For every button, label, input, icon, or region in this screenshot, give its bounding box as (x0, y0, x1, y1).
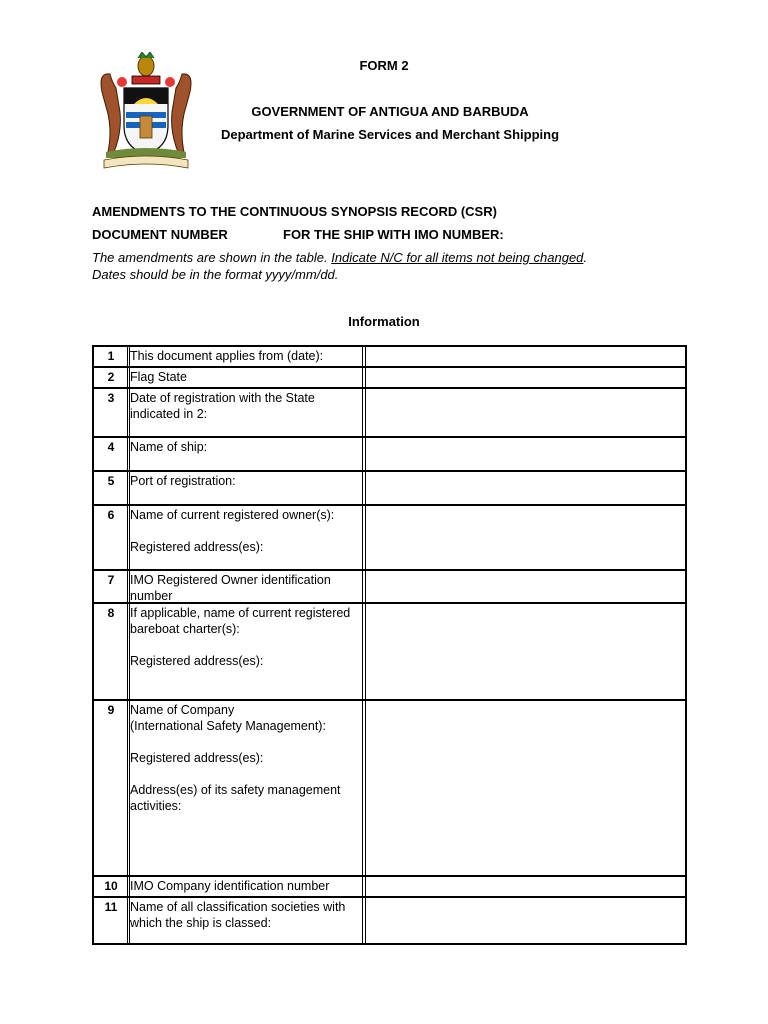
table-row (94, 368, 685, 389)
instructions-underlined: Indicate N/C for all items not being changed (331, 250, 584, 265)
information-table (92, 345, 687, 945)
row-number: 8 (107, 606, 115, 620)
department-title: Department of Marine Services and Merchant Shipping (220, 127, 560, 142)
row-number: 4 (107, 440, 115, 454)
row-label: If applicable, name of current registered bareboat charter(s): Registered address(es): (130, 606, 351, 668)
row-number: 11 (104, 900, 118, 914)
table-row (94, 701, 685, 877)
table-row (94, 506, 685, 571)
imo-number-label: FOR THE SHIP WITH IMO NUMBER: (283, 227, 504, 242)
instructions-line-1 (92, 250, 587, 265)
row-label: Name of all classification societies with which the ship is classed: (130, 900, 346, 930)
row-label: Port of registration: (130, 474, 236, 488)
row-label: Name of ship: (130, 440, 208, 454)
table-row (94, 877, 685, 898)
row-label: Date of registration with the State indicated in 2: (130, 391, 315, 421)
instructions-text: The amendments are shown in the table. (92, 250, 332, 265)
row-label: Flag State (130, 370, 187, 384)
row-number: 3 (107, 391, 115, 405)
instructions-period: . (583, 250, 588, 265)
form-title: FORM 2 (359, 58, 409, 73)
table-row (94, 898, 685, 943)
table-row (94, 389, 685, 438)
row-number: 5 (107, 474, 115, 488)
table-row (94, 604, 685, 701)
table-row (94, 571, 685, 604)
row-number: 7 (107, 573, 115, 587)
document-number-label: DOCUMENT NUMBER (92, 227, 228, 242)
row-number: 1 (107, 349, 115, 363)
table-row (94, 438, 685, 472)
row-label: IMO Registered Owner identification number (130, 573, 331, 603)
instructions-line-2: Dates should be in the format yyyy/mm/dd. (92, 267, 339, 282)
row-label: This document applies from (date): (130, 349, 324, 363)
row-number: 6 (107, 508, 115, 522)
government-title: GOVERNMENT OF ANTIGUA AND BARBUDA (251, 104, 529, 119)
row-number: 2 (107, 370, 115, 384)
table-row (94, 472, 685, 506)
row-label: IMO Company identification number (130, 879, 330, 893)
table-row (94, 347, 685, 368)
table-title: Information (348, 314, 420, 329)
document-heading: AMENDMENTS TO THE CONTINUOUS SYNOPSIS RECORD (CSR) (92, 204, 497, 219)
row-number: 10 (104, 879, 118, 893)
row-label: Name of Company (International Safety Management): Registered address(es): Address(es) of its safety management activities: (130, 703, 341, 813)
row-number: 9 (107, 703, 115, 717)
row-label: Name of current registered owner(s): Registered address(es): (130, 508, 335, 554)
